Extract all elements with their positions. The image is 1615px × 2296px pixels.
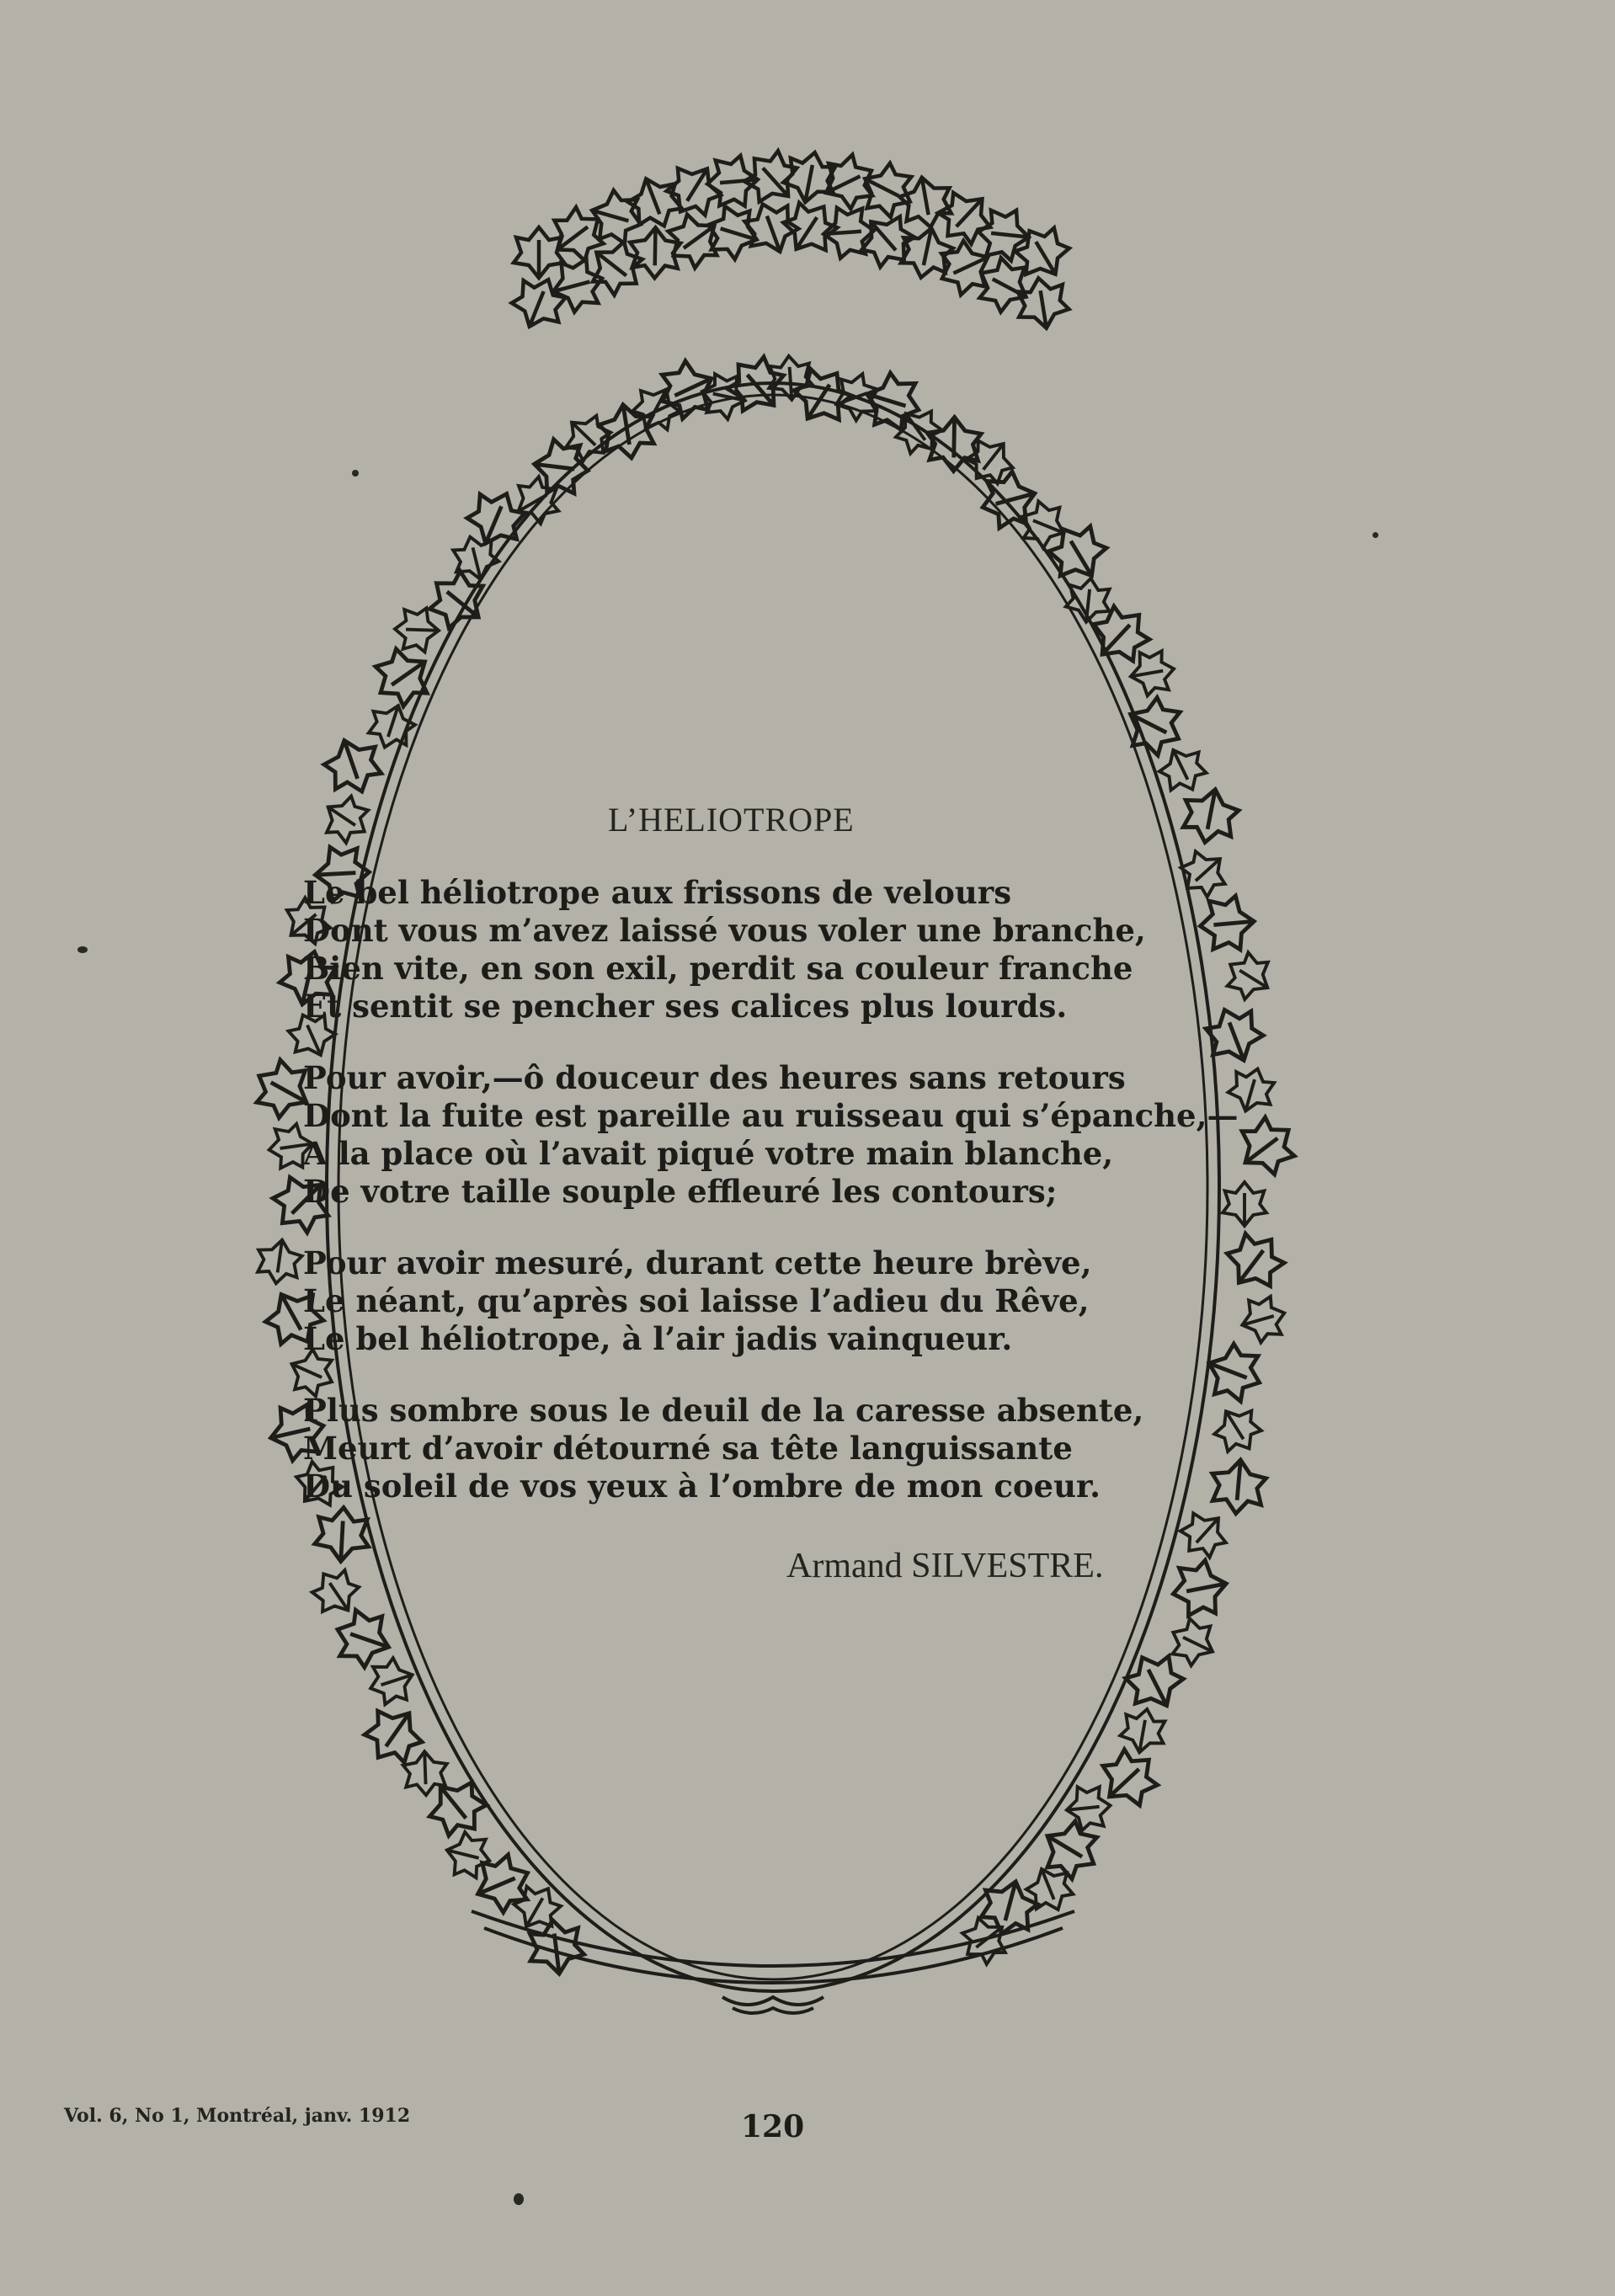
ivy-leaf-icon [776,193,845,263]
poem-line: Meurt d’avoir détourné sa tête languissante [303,1430,1073,1467]
poem-line: Pour avoir,—ô douceur des heures sans retours [303,1059,1126,1096]
poem-line: Le néant, qu’après soi laisse l’adieu du Rêve, [303,1282,1090,1319]
stanza [303,1244,1229,1358]
ivy-leaf-icon [1236,1292,1290,1345]
poem-line: Le bel héliotrope aux frissons de velours [303,874,1012,911]
ivy-leaf-icon [531,437,591,497]
poem-line: Bien vite, en son exil, perdit sa couleur franche [303,950,1133,987]
stanza [303,874,1229,1025]
ivy-leaf-icon [254,1237,304,1287]
ivy-leaf-icon [394,607,440,653]
ivy-leaf-icon [596,401,658,462]
poem-line: Dont vous m’avez laissé vous voler une branche, [303,912,1146,949]
ivy-leaf-icon [1168,1557,1231,1620]
poem-line: De votre taille souple effleuré les contours; [303,1173,1058,1210]
ivy-leaf-icon [1164,1613,1223,1672]
poem-body [303,874,1239,1539]
ink-speck [352,470,359,477]
ivy-leaf-icon [507,1878,567,1937]
ivy-leaf-icon [1083,597,1159,673]
ink-speck [77,946,88,953]
ivy-leaf-icon [1179,785,1242,848]
ivy-leaf-icon [526,1917,586,1977]
ivy-leaf-icon [364,1654,419,1709]
ivy-leaf-icon [356,1698,431,1773]
poem-line: Dont la fuite est pareille au ruisseau qui s’épanche,— [303,1097,1239,1134]
poem-line: Pour avoir mesuré, durant cette heure brève, [303,1244,1092,1281]
ivy-leaf-icon [329,1604,397,1672]
poem-author: Armand SILVESTRE. [786,1547,1104,1585]
ink-speck [1372,532,1378,538]
poem-line: Du soleil de vos yeux à l’ombre de mon coeur. [303,1468,1101,1505]
ivy-leaf-icon [705,154,760,209]
stanza [303,1392,1229,1505]
poem-line: Plus sombre sous le deuil de la caresse absente, [303,1392,1144,1429]
issue-info: Vol. 6, No 1, Montréal, janv. 1912 [64,2105,411,2127]
poem-line: Et sentit se pencher ses calices plus lourds. [303,988,1068,1025]
frame-bottom-knot [722,1997,823,2013]
ivy-leaf-icon [1091,1740,1167,1816]
ivy-leaf-icon [626,379,685,438]
poem-title: L’HELIOTROPE [608,801,855,839]
ink-speck [514,2193,524,2205]
stanza [303,1059,1239,1211]
ivy-leaf-icon [419,1770,495,1846]
poem-line: A la place où l’avait piqué votre main blanche, [303,1135,1114,1172]
ivy-leaf-icon [1014,274,1072,333]
page-number: 120 [741,2109,805,2144]
ivy-leaf-icon [854,157,922,225]
ivy-leaf-icon [739,195,804,260]
ivy-leaf-icon [976,206,1031,262]
poem-line: Le bel héliotrope, à l’air jadis vainqueur. [303,1320,1013,1357]
ivy-leaf-icon [514,227,564,278]
ivy-leaf-icon [319,732,387,800]
ivy-leaf-icon [1229,1109,1305,1185]
